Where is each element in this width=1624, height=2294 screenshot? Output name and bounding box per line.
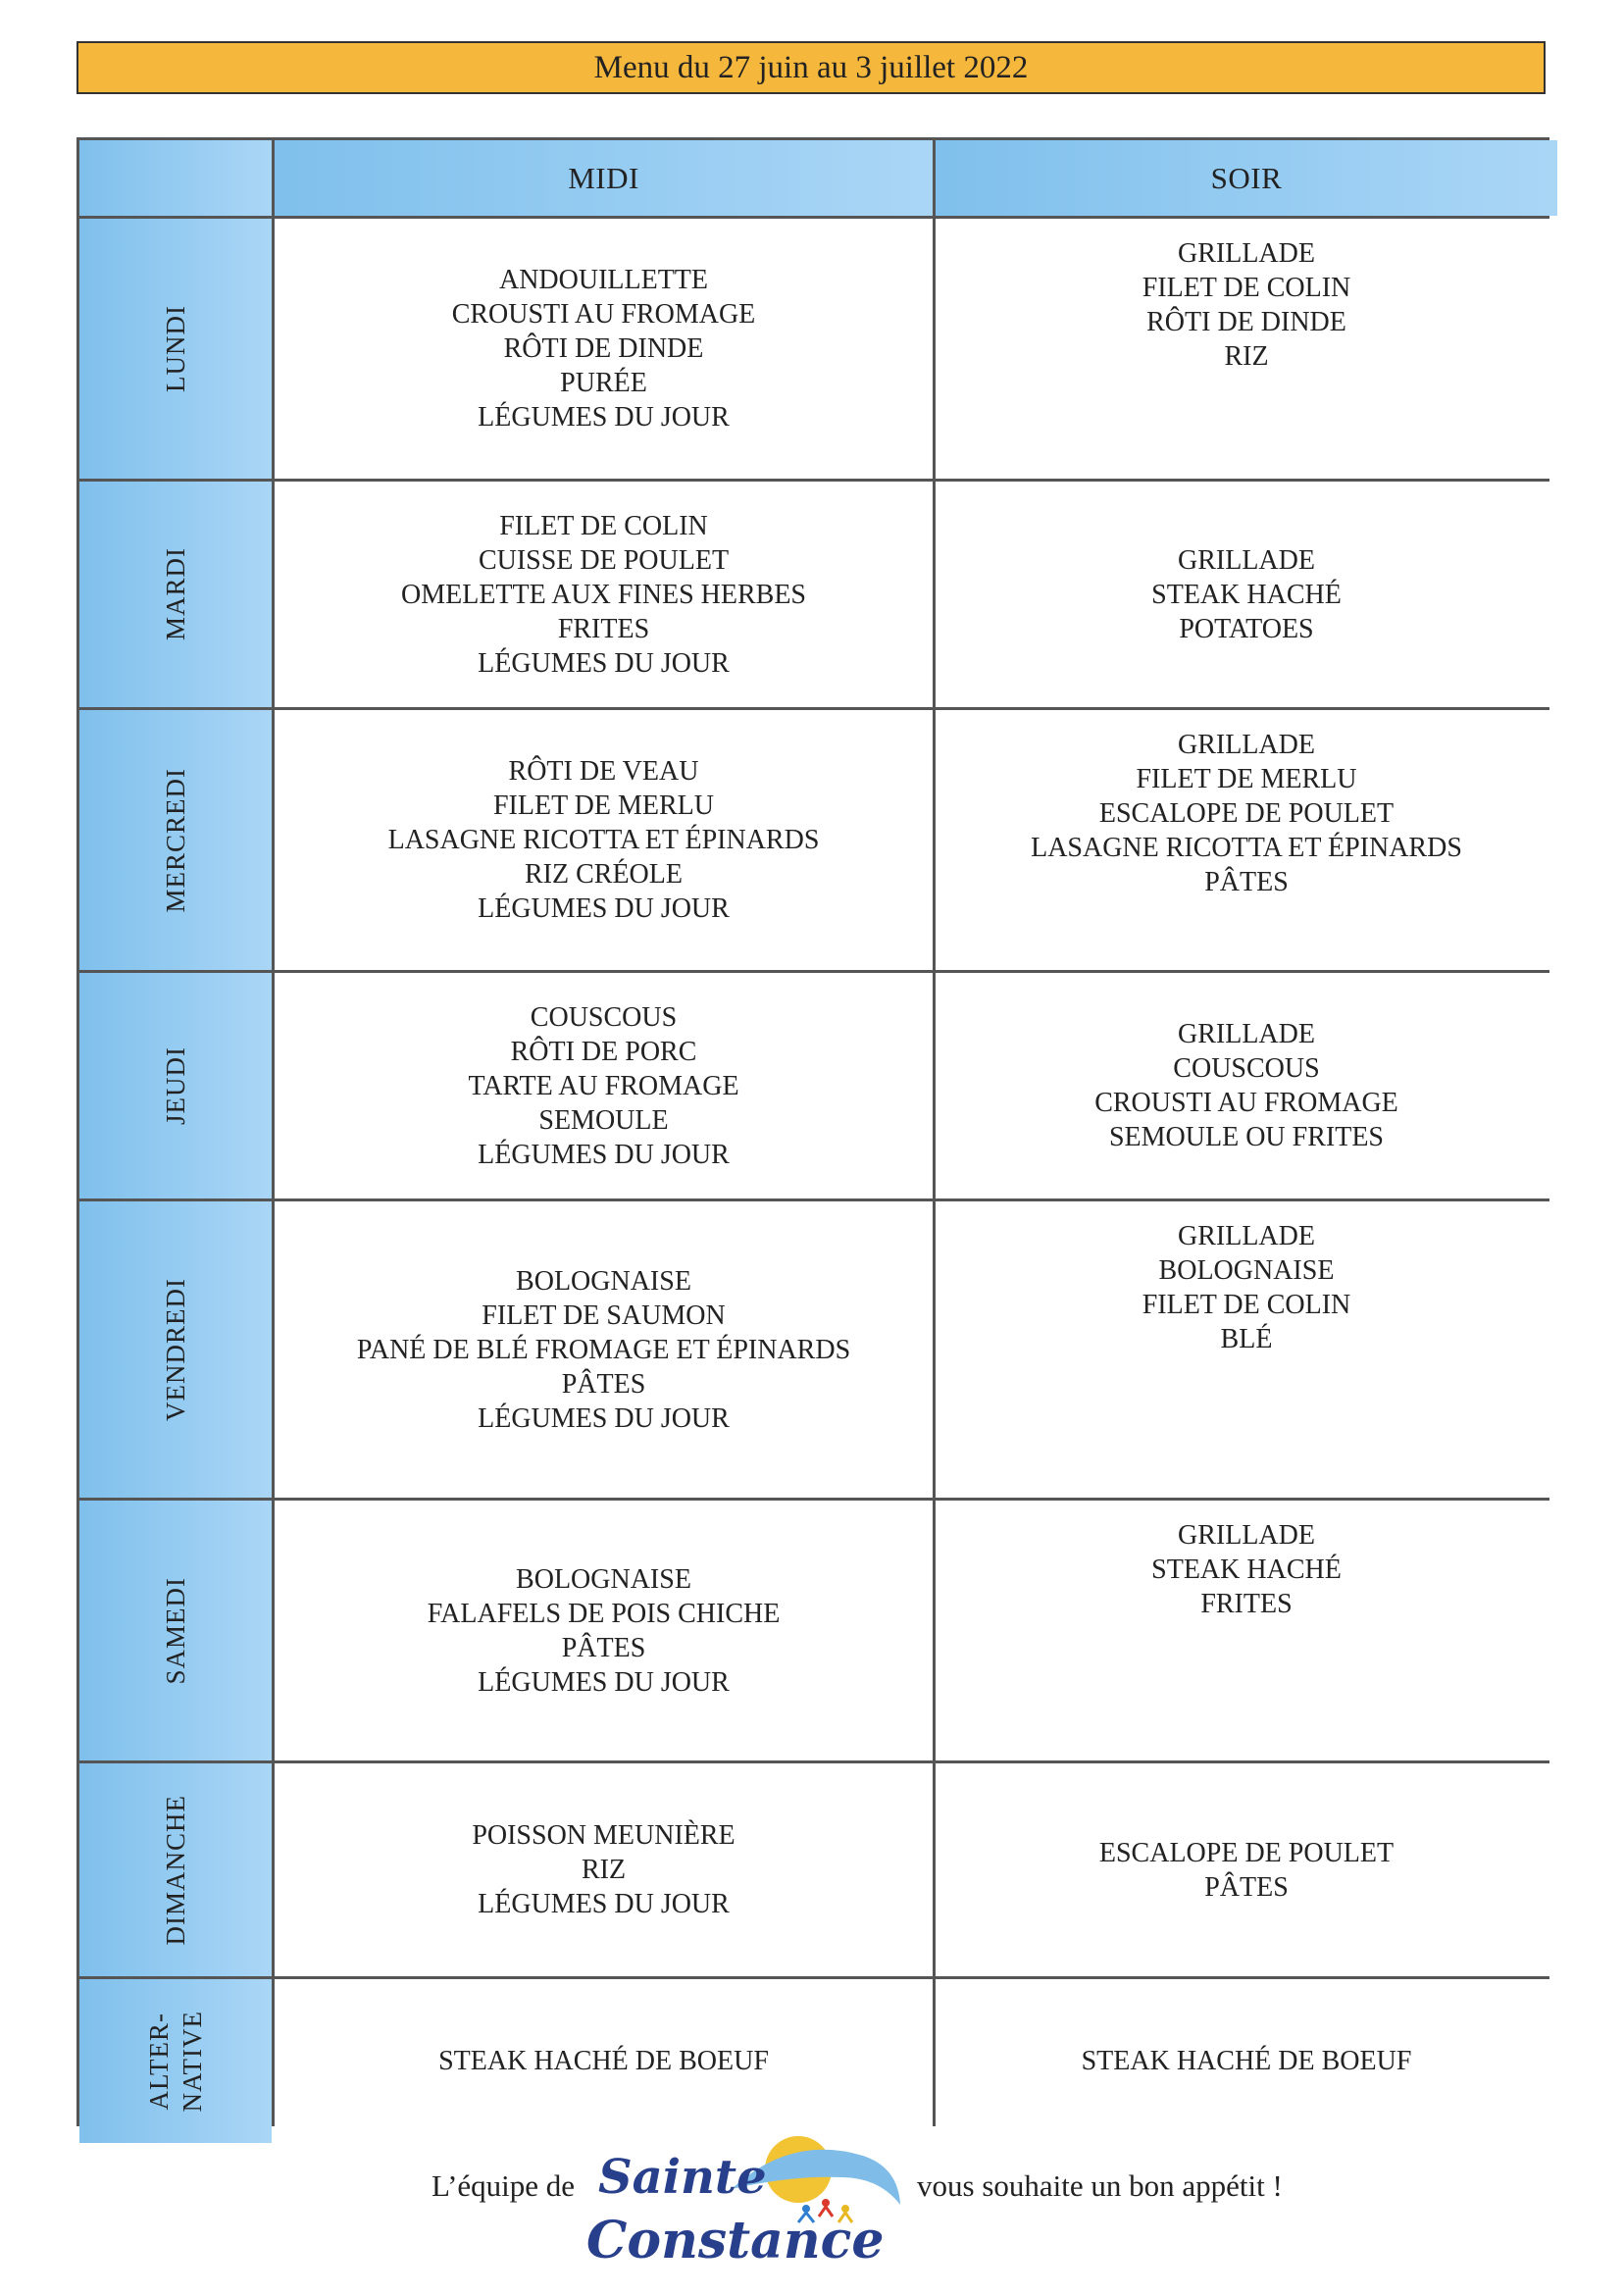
day-label-cell [79, 1201, 272, 1498]
dish-item: PANÉ DE BLÉ FROMAGE ET ÉPINARDS [356, 1334, 851, 1365]
day-label: LUNDI [161, 305, 190, 392]
dish-item: ESCALOPE DE POULET [1098, 1837, 1395, 1868]
dish-item: LÉGUMES DU JOUR [478, 1402, 730, 1434]
soir-menu-cell [936, 973, 1557, 1198]
dish-item: TARTE AU FROMAGE [468, 1070, 739, 1101]
midi-menu-cell [275, 1979, 933, 2143]
logo-text-constance: Constance [586, 2211, 885, 2270]
dish-item: GRILLADE [1178, 238, 1315, 269]
dish-item: FILET DE MERLU [1136, 764, 1357, 794]
dish-item: BOLOGNAISE [516, 1265, 691, 1297]
dish-item: PURÉE [560, 368, 647, 398]
dish-item: STEAK HACHÉ [1151, 579, 1342, 610]
midi-menu-cell [275, 219, 933, 479]
dish-item: LÉGUMES DU JOUR [478, 402, 730, 433]
dish-item: BOLOGNAISE [1158, 1255, 1335, 1286]
dish-item: COUSCOUS [1173, 1053, 1320, 1084]
dish-item: POISSON MEUNIÈRE [472, 1820, 736, 1851]
footer [0, 2128, 1624, 2285]
dish-item: FILET DE COLIN [499, 510, 708, 541]
dish-item: SEMOULE [538, 1104, 669, 1136]
dish-item: FILET DE SAUMON [482, 1300, 726, 1331]
dish-item: FRITES [557, 613, 650, 644]
footer-text-left: L’équipe de [431, 2168, 576, 2203]
dish-item: GRILLADE [1178, 730, 1315, 760]
day-label-cell [79, 1501, 272, 1760]
dish-item: RÔTI DE PORC [510, 1036, 697, 1067]
dish-item: STEAK HACHÉ [1151, 1555, 1342, 1585]
day-label-cell [79, 482, 272, 707]
day-label-cell [79, 219, 272, 479]
day-label-cell [79, 1763, 272, 1976]
dish-item: GRILLADE [1178, 1520, 1315, 1551]
sainte-constance-logo [584, 2128, 918, 2275]
day-label-cell [79, 973, 272, 1198]
dish-item: GRILLADE [1178, 544, 1315, 576]
dish-item: RIZ [581, 1855, 627, 1885]
midi-menu-cell [275, 973, 933, 1198]
dish-item: OMELETTE AUX FINES HERBES [401, 579, 806, 610]
menu-table [76, 137, 1549, 2126]
table-corner [79, 140, 272, 216]
dish-item: GRILLADE [1178, 1221, 1315, 1251]
dish-item: COUSCOUS [530, 1001, 678, 1033]
column-header-midi: MIDI [275, 140, 933, 216]
midi-menu-cell [275, 1201, 933, 1498]
midi-menu-cell [275, 482, 933, 707]
dish-item: FILET DE MERLU [492, 790, 715, 821]
column-header-soir: SOIR [936, 140, 1557, 216]
dish-item: PÂTES [561, 1368, 646, 1400]
dish-item: BLÉ [1220, 1324, 1273, 1354]
dish-item: LASAGNE RICOTTA ET ÉPINARDS [1031, 833, 1462, 863]
soir-menu-cell [936, 482, 1557, 707]
dish-item: SEMOULE OU FRITES [1108, 1122, 1384, 1152]
dish-item: RIZ [1224, 341, 1269, 372]
soir-menu-cell [936, 1501, 1557, 1760]
soir-menu-cell [936, 710, 1557, 970]
dish-item: FALAFELS DE POIS CHICHE [427, 1598, 781, 1629]
day-label: JEUDI [161, 1046, 190, 1125]
day-label: MARDI [161, 547, 190, 641]
dish-item: LÉGUMES DU JOUR [478, 647, 730, 679]
soir-menu-cell [936, 219, 1557, 479]
dish-item: BOLOGNAISE [516, 1563, 691, 1595]
menu-title: Menu du 27 juin au 3 juillet 2022 [76, 41, 1546, 94]
dish-item: LÉGUMES DU JOUR [478, 893, 730, 924]
dish-item: FILET DE COLIN [1142, 1290, 1351, 1320]
footer-text-right: vous souhaite un bon appétit ! [917, 2168, 1283, 2203]
dish-item: LÉGUMES DU JOUR [478, 1889, 730, 1919]
dish-item: CROUSTI AU FROMAGE [451, 299, 756, 330]
dish-item: RÔTI DE DINDE [1146, 307, 1346, 337]
dish-item: FILET DE COLIN [1142, 273, 1351, 303]
dish-item: LASAGNE RICOTTA ET ÉPINARDS [387, 825, 820, 855]
dish-item: RÔTI DE VEAU [508, 756, 699, 787]
dish-item: ANDOUILLETTE [498, 265, 709, 295]
dish-item: POTATOES [1179, 613, 1314, 644]
day-label: ALTER- NATIVE [144, 2010, 207, 2113]
dish-item: GRILLADE [1178, 1019, 1315, 1049]
dish-item: PÂTES [561, 1632, 646, 1663]
soir-menu-cell [936, 1979, 1557, 2143]
dish-item: FRITES [1200, 1589, 1293, 1619]
day-label-cell [79, 710, 272, 970]
day-label: DIMANCHE [161, 1794, 190, 1946]
soir-menu-cell [936, 1201, 1557, 1498]
dish-item: STEAK HACHÉ DE BOEUF [438, 2046, 769, 2076]
dish-item: LÉGUMES DU JOUR [478, 1666, 730, 1698]
dish-item: PÂTES [1204, 1871, 1289, 1903]
midi-menu-cell [275, 1501, 933, 1760]
dish-item: RÔTI DE DINDE [503, 333, 704, 364]
soir-menu-cell [936, 1763, 1557, 1976]
midi-menu-cell [275, 1763, 933, 1976]
dish-item: LÉGUMES DU JOUR [478, 1139, 730, 1170]
logo-text-sainte: Sainte [598, 2150, 767, 2205]
dish-item: CUISSE DE POULET [478, 544, 730, 576]
dish-item: PÂTES [1204, 867, 1289, 897]
day-label: MERCREDI [161, 767, 190, 913]
midi-menu-cell [275, 710, 933, 970]
dish-item: ESCALOPE DE POULET [1098, 798, 1395, 829]
dish-item: STEAK HACHÉ DE BOEUF [1081, 2046, 1412, 2076]
day-label: VENDREDI [161, 1278, 190, 1421]
day-label-cell [79, 1979, 272, 2143]
day-label: SAMEDI [161, 1576, 190, 1685]
dish-item: CROUSTI AU FROMAGE [1094, 1088, 1398, 1118]
dish-item: RIZ CRÉOLE [525, 859, 683, 890]
